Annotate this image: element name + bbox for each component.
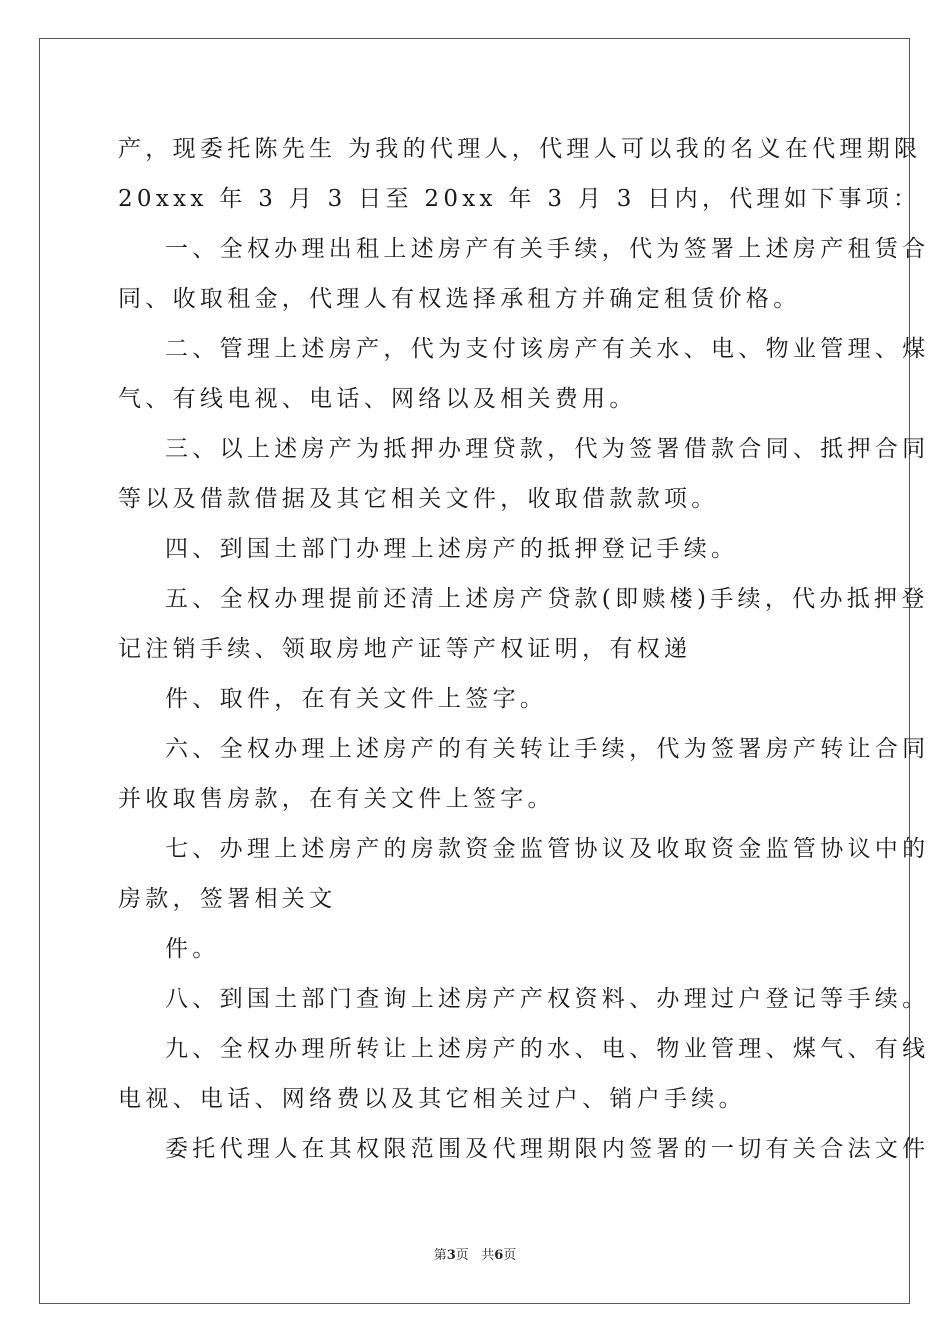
paragraph-line: 二、管理上述房产，代为支付该房产有关水、电、物业管理、煤 (165, 336, 930, 362)
footer-suffix: 页 (503, 1248, 517, 1263)
page-footer (0, 1247, 950, 1265)
paragraph-line: 产，现委托陈先生 为我的代理人，代理人可以我的名义在代理期限 (118, 136, 922, 162)
total-page-count: 6 (494, 1248, 504, 1263)
paragraph-line: 委托代理人在其权限范围及代理期限内签署的一切有关合法文件 (165, 1136, 930, 1162)
paragraph-line: 记注销手续、领取房地产证等产权证明，有权递 (118, 636, 692, 662)
paragraph-line: 电视、电话、网络费以及其它相关过户、销户手续。 (118, 1086, 746, 1112)
paragraph-line: 气、有线电视、电话、网络以及相关费用。 (118, 386, 637, 412)
paragraph-line: 三、以上述房产为抵押办理贷款，代为签署借款合同、抵押合同 (165, 436, 930, 462)
paragraph-line: 同、收取租金，代理人有权选择承租方并确定租赁价格。 (118, 286, 801, 312)
paragraph-line: 五、全权办理提前还清上述房产贷款(即赎楼)手续，代办抵押登 (165, 586, 929, 612)
paragraph-line: 件、取件，在有关文件上签字。 (165, 686, 548, 712)
paragraph-line: 七、办理上述房产的房款资金监管协议及收取资金监管协议中的 (165, 836, 930, 862)
paragraph-line: 件。 (165, 936, 220, 962)
paragraph-line: 一、全权办理出租上述房产有关手续，代为签署上述房产租赁合 (165, 236, 930, 262)
paragraph-line: 等以及借款借据及其它相关文件，收取借款款项。 (118, 486, 719, 512)
footer-middle: 页 共 (455, 1248, 495, 1263)
paragraph-line: 六、全权办理上述房产的有关转让手续，代为签署房产转让合同 (165, 736, 930, 762)
paragraph-line: 20xxx 年 3 月 3 日至 20xx 年 3 月 3 日内，代理如下事项： (118, 186, 921, 212)
paragraph-line: 房款，签署相关文 (118, 886, 337, 912)
paragraph-line: 八、到国土部门查询上述房产产权资料、办理过户登记等手续。 (165, 986, 930, 1012)
paragraph-line: 四、到国土部门办理上述房产的抵押登记手续。 (165, 536, 739, 562)
page-border (39, 38, 910, 1304)
footer-prefix: 第 (433, 1248, 447, 1263)
current-page-number: 3 (446, 1248, 456, 1263)
paragraph-line: 并收取售房款，在有关文件上签字。 (118, 786, 555, 812)
paragraph-line: 九、全权办理所转让上述房产的水、电、物业管理、煤气、有线 (165, 1036, 930, 1062)
